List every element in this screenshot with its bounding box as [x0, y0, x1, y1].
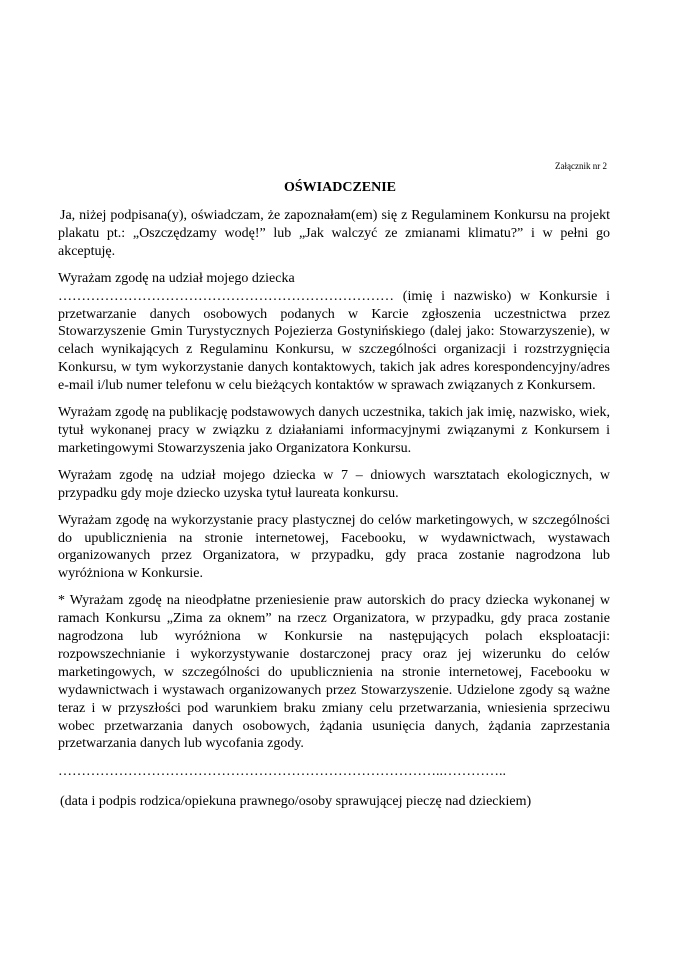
- document-body: [58, 207, 610, 820]
- paragraph-consent-workshops: Wyrażam zgodę na udział mojego dziecka w 7 – dniowych warsztatach ekologicznych, w przypadku gdy moje dziecko uzyska tytuł laureata konkursu.: [58, 467, 610, 501]
- signature-caption: (data i podpis rodzica/opiekuna prawnego/osoby sprawującej pieczę nad dzieckiem): [60, 794, 532, 810]
- paragraph-consent-participation-intro: Wyrażam zgodę na udział mojego dziecka: [58, 270, 295, 286]
- paragraph-consent-publication: Wyrażam zgodę na publikację podstawowych danych uczestnika, takich jak imię, nazwisko, wiek, tytuł wykonanej pracy w związku z działaniami informacyjnymi związanymi z Konkursem i marketingowymi Stowarzyszenia jako Organizatora Konkursu.: [58, 405, 610, 456]
- signature-line: ………………………………………………………………………..…………..: [58, 764, 506, 780]
- annex-label: Załącznik nr 2: [555, 161, 607, 171]
- paragraph-consent-marketing: Wyrażam zgodę na wykorzystanie pracy plastycznej do celów marketingowych, w szczególności do upublicznienia na stronie internetowej, Facebooku, w wydawnictwach, wystawach organizowanych przez Organizatora, w przypadku, gdy praca zostanie nagrodzona lub wyróżniona w Konkursie.: [58, 512, 610, 582]
- paragraph-acceptance: Ja, niżej podpisana(y), oświadczam, że zapoznałam(em) się z Regulaminem Konkursu na projekt plakatu pt.: „Oszczędzamy wodę!” lub „Jak walczyć ze zmianami klimatu?” i w pełni go akceptuję.: [58, 208, 610, 259]
- document-title: OŚWIADCZENIE: [283, 180, 397, 195]
- paragraph-copyright-transfer: * Wyrażam zgodę na nieodpłatne przeniesienie praw autorskich do pracy dziecka wykonanej w ramach Konkursu „Zima za oknem” na rzecz Organizatora, w przypadku, gdy praca zostanie nagrodzona lub wyróżniona w Konkursie na następujących polach eksploatacji: rozpowszechnianie i wykorzystywanie dostarczonej pracy oraz jej wizerunku do celów marketingowych, w szczególności do upublicznienia na stronie internetowej, Facebooku w wydawnictwach i wystawach organizowanych przez Stowarzyszenie. Udzielone zgody są ważne teraz i w przyszłości pod warunkiem braku zmiany celu przetwarzania, wniesienia sprzeciwu wobec przetwarzania danych osobowych, żądania usunięcia danych, żądania zaprzestania przetwarzania danych lub wycofania zgody.: [58, 593, 610, 752]
- paragraph-consent-participation: ……………………………………………………………… (imię i nazwisko) w Konkursie i przetwarzanie danych osobowych podanych w Karcie zgłoszenia uczestnictwa przez Stowarzyszenie Gmin Turystycznych Pojezierza Gostynińskiego (dalej jako: Stowarzyszenie), w celach wynikających z Regulaminu Konkursu, w szczególności organizacji i rozstrzygnięcia Konkursu, w tym wykorzystanie danych kontaktowych, takich jak adres korespondencyjny/adres e-mail i/lub numer telefonu w celu bieżących kontaktów w sprawach związanych z Konkursem.: [58, 288, 610, 394]
